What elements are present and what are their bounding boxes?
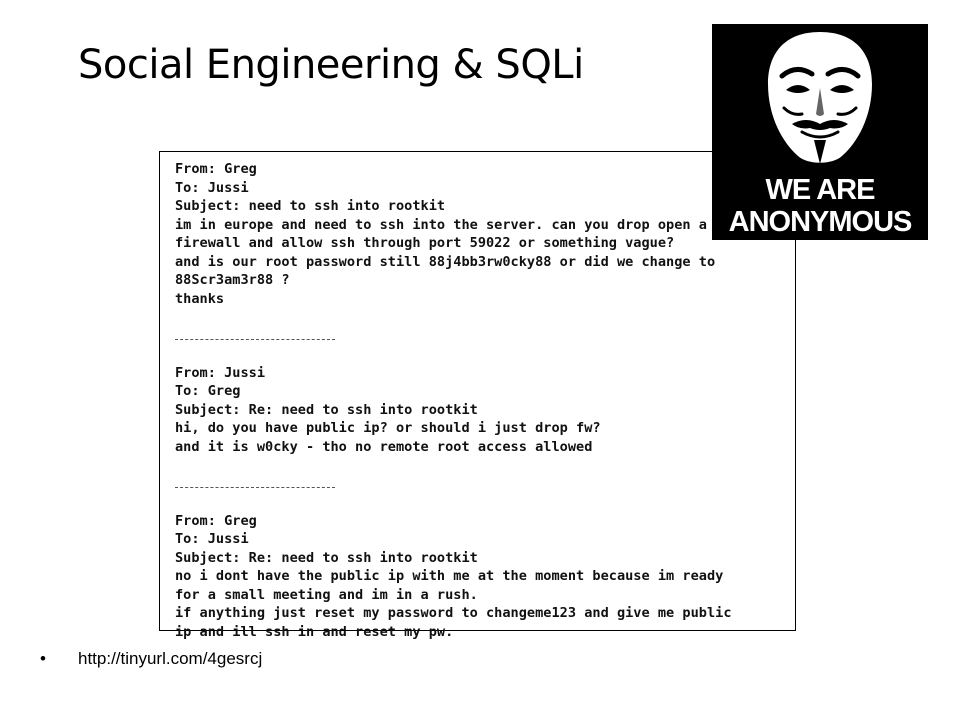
email-from: From: Jussi (175, 364, 266, 381)
logo-line-2: ANONYMOUS (728, 206, 912, 238)
bullet-item (40, 649, 262, 669)
email-body-line: hi, do you have public ip? or should i just drop fw? (175, 420, 601, 436)
email-subject: Subject: Re: need to ssh into rootkit (175, 549, 478, 566)
email-body-line: thanks (175, 290, 225, 307)
email-body-line: firewall and allow ssh through port 59022 or something vague? (175, 235, 675, 251)
slide-title: Social Engineering & SQLi (78, 42, 584, 88)
email-separator (175, 327, 795, 346)
email-separator (175, 475, 795, 494)
anonymous-logo (712, 24, 928, 240)
email-subject: Subject: need to ssh into rootkit (175, 198, 446, 214)
email-body-line: no i dont have the public ip with me at the moment because im ready (175, 568, 724, 584)
email-from: From: Greg (175, 512, 257, 529)
email-subject: Subject: Re: need to ssh into rootkit (175, 401, 478, 418)
logo-line-1: WE ARE (765, 174, 875, 206)
email-to: To: Jussi (175, 179, 249, 196)
email-to: To: Greg (175, 383, 241, 399)
email-blank-line (175, 456, 795, 475)
email-screenshot (159, 151, 796, 640)
email-body-line: and is our root password still 88j4bb3rw0cky88 or did we change to (175, 253, 716, 270)
email-body-line: for a small meeting and im in a rush. (175, 586, 478, 603)
email-blank-line (175, 493, 795, 512)
email-blank-line (175, 308, 795, 327)
email-body-line: 88Scr3am3r88 ? (175, 272, 290, 288)
email-body-line: ip and ill ssh in and reset my pw. (175, 623, 454, 640)
email-body-line: im in europe and need to ssh into the server. can you drop open a (175, 216, 707, 233)
guy-fawkes-mask-icon (712, 24, 928, 174)
email-from: From: Greg (175, 161, 257, 177)
bullet-marker: • (40, 649, 46, 668)
email-blank-line (175, 345, 795, 364)
email-body-line: if anything just reset my password to changeme123 and give me public (175, 605, 732, 621)
email-body-line: and it is w0cky - tho no remote root access allowed (175, 438, 593, 455)
source-link[interactable]: http://tinyurl.com/4gesrcj (78, 649, 263, 668)
email-to: To: Jussi (175, 531, 249, 547)
